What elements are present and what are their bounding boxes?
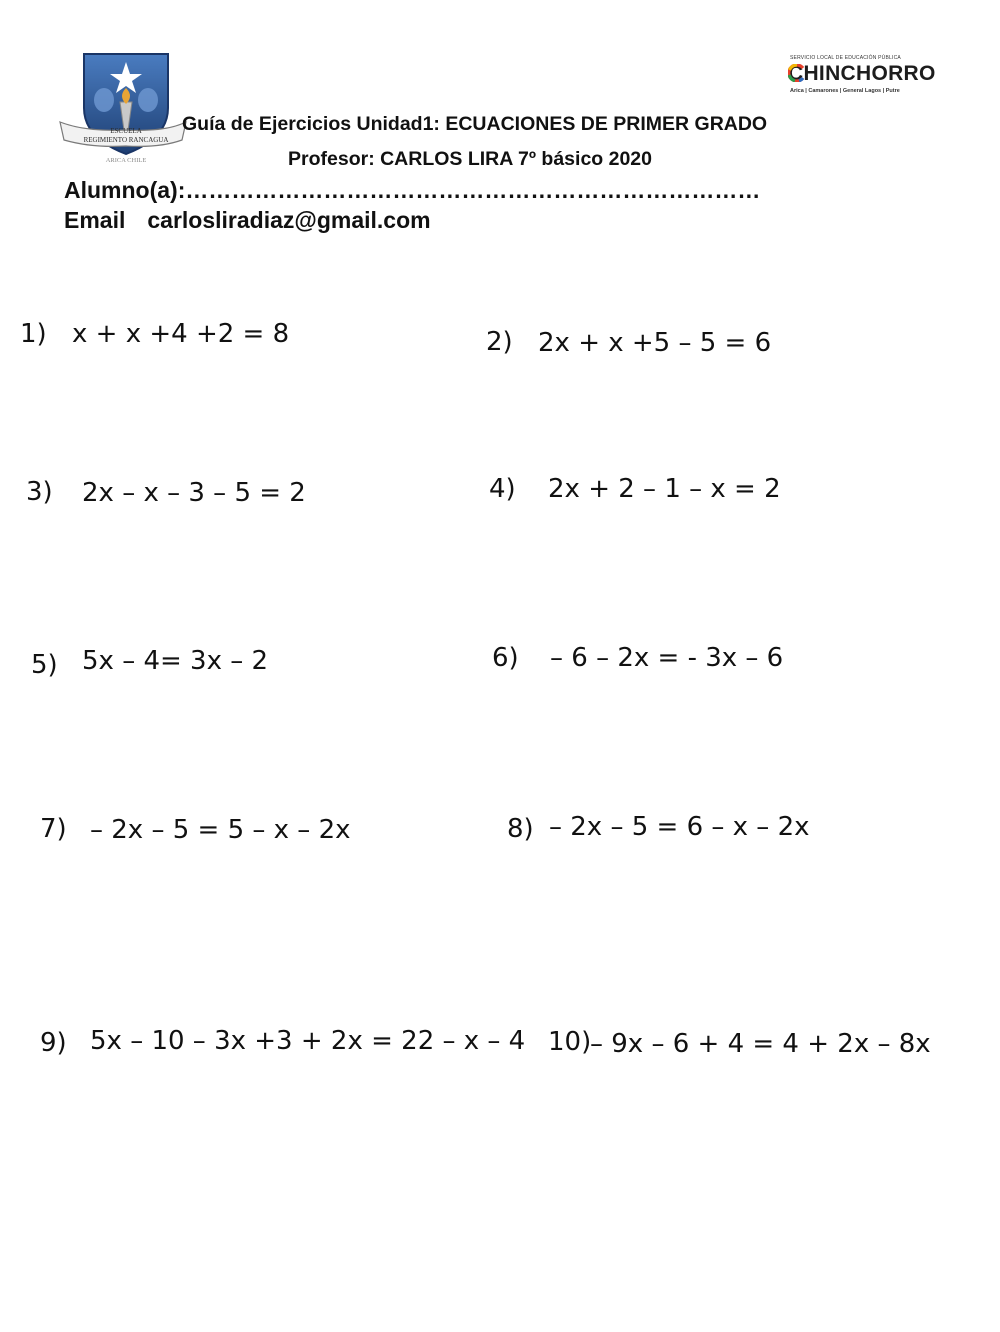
exercise-number: 8) (507, 814, 534, 844)
student-name-line: Alumno(a):………………………………………………………………… (64, 177, 761, 203)
chinchorro-c-icon (788, 64, 806, 82)
school-crest-logo (56, 50, 190, 168)
exercise-equation: 5x – 4= 3x – 2 (82, 646, 269, 676)
email-label: Email (64, 207, 126, 233)
svg-text:REGIMIENTO RANCAGUA: REGIMIENTO RANCAGUA (83, 136, 169, 144)
exercise-equation: x + x +4 +2 = 8 (72, 319, 290, 349)
exercise-equation: 2x + x +5 – 5 = 6 (538, 328, 772, 358)
exercise-number: 10) (548, 1027, 592, 1057)
svg-text:ARICA CHILE: ARICA CHILE (105, 157, 147, 164)
exercise-equation: – 9x – 6 + 4 = 4 + 2x – 8x (590, 1029, 931, 1059)
exercise-number: 5) (31, 650, 58, 680)
teacher-line: Profesor: CARLOS LIRA 7º básico 2020 (288, 148, 652, 170)
exercise-equation: – 6 – 2x = - 3x – 6 (550, 643, 784, 673)
exercise-number: 4) (489, 474, 516, 504)
exercise-equation: 5x – 10 – 3x +3 + 2x = 22 – x – 4 (90, 1026, 526, 1056)
exercise-number: 7) (40, 814, 67, 844)
exercise-number: 1) (20, 319, 47, 349)
email-row (64, 207, 431, 234)
email-value: carlosliradiaz@gmail.com (147, 207, 431, 233)
exercise-number: 9) (40, 1028, 67, 1058)
exercise-equation: – 2x – 5 = 6 – x – 2x (549, 812, 810, 842)
chinchorro-logo (788, 55, 968, 97)
school-crest-icon (56, 50, 190, 168)
guide-title: Guía de Ejercicios Unidad1: ECUACIONES DE PRIMER GRADO (182, 113, 768, 135)
exercise-number: 3) (26, 477, 53, 507)
svg-text:ESCUELA: ESCUELA (110, 127, 142, 135)
exercise-equation: – 2x – 5 = 5 – x – 2x (90, 815, 351, 845)
exercise-equation: 2x + 2 – 1 – x = 2 (548, 474, 781, 504)
exercise-equation: 2x – x – 3 – 5 = 2 (82, 478, 306, 508)
exercise-number: 6) (492, 643, 519, 673)
sle-communes-text: Arica | Camarones | General Lagos | Putre (790, 88, 900, 94)
exercise-number: 2) (486, 327, 513, 357)
sle-top-text: SERVICIO LOCAL DE EDUCACIÓN PÚBLICA (790, 55, 901, 61)
sle-name-text: CHINCHORRO (788, 62, 936, 85)
